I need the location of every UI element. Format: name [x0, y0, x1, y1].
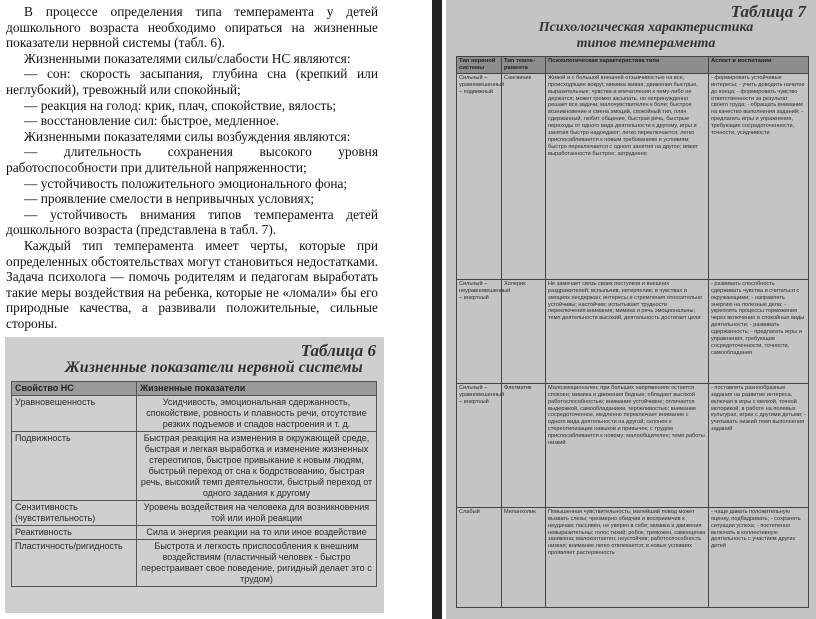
- table6-cell-property: Сензитивность (чувствительность): [12, 501, 137, 526]
- table6-cell-indicators: Уровень воздействия на человека для возникновения той или иной реакции: [137, 501, 377, 526]
- table6-cell-indicators: Усидчивость, эмоциональная сдержанность, спокойствие, ровность и плавность речи, отсутствие резких подъемов и спадов настроения и т. д.: [137, 396, 377, 432]
- table6-scan: [5, 337, 384, 613]
- table-row: [12, 540, 377, 587]
- table6-cell-property: Уравновешенность: [12, 396, 137, 432]
- table6-cell-indicators: Сила и энергия реакции на то или иное воздействие: [137, 526, 377, 540]
- table7-cell-characteristic: Живой и с большой внешней отзывчивостью на все, происходящее вокруг, мимика живая, движения быстрые, выразительные; чувства и впечатления к чему-либо не держатся; может громко засыпать, но непринужденно решает все задачи, малочувствителен к боли; быстрое возникновение и смена эмоций, спокойный тип, плач сдержанный, любит общение, быстрая речь, быстрые переходы от одного вида деятельности к другому, игры и занятия быстро надоедают; легко переключается; легко приспосабливается к новым требованиям и условиям; быстро переключается с одного занятия на другое; вяжет выработанности быстрое; затруднено: [546, 73, 709, 279]
- list-item-emotional: — устойчивость положительного эмоционального фона;: [24, 175, 348, 191]
- table7-header-temperament: Тип темпе-рамента: [502, 57, 546, 74]
- table7-title-line2: типов темперамента: [576, 36, 716, 51]
- table7-cell-ns-type: Сильный – неуравновешенный – инертный: [457, 279, 502, 383]
- table7-cell-temperament: Сангвиник: [502, 73, 546, 279]
- body-text-column: [6, 4, 378, 331]
- table6-label: Таблица 6: [300, 341, 376, 360]
- table7-title-line1: Психологическая характеристика: [538, 20, 754, 35]
- paragraph-strength-heading: Жизненными показателями силы/слабости НС являются:: [24, 50, 351, 66]
- table-row: [457, 279, 809, 383]
- table6-title: Жизненные показатели нервной системы: [65, 359, 363, 376]
- table-row: [457, 383, 809, 507]
- table7-cell-upbringing: - развивать способность сдерживать чувства и считаться с окружающими; - направлять энергию на полезные дела; - укреплять процессы торможения через включение в спокойные виды деятельности; - развивать сдержанность; - предлагать игры и упражнения, требующие сосредоточенности, точности, самообладания: [709, 279, 809, 383]
- table7-cell-characteristic: Повышенная чувствительность; малейший повод может вызвать слезы; чрезмерно обидчив и восприимчив к неудачам; пассивен, не уверен в себе; мимика и движения невыразительны; голос тихий; робок, тревожен, самооценка занижена; малоконтактен; неустойчив; работоспособность низкая; внимание легко отвлекается; в новых условиях проявляет растерянность: [546, 507, 709, 607]
- table-row: [457, 73, 809, 279]
- table7-header-row: [457, 57, 809, 74]
- table-row: [12, 526, 377, 540]
- table7-cell-characteristic: Малоэмоционален; при больших напряжениях остается спокоен; мимика и движения бедные; обладает высокой работоспособностью; внимание устойчивое; отличается выдержкой, самообладанием, терпеливостью; внимание сосредоточенное, медленно переключает внимание с одного вида деятельности на другой; склонен к стереотипизации навыков и привычек; с трудом приспосабливается к новому; малообщителен; темп работы низкий: [546, 383, 709, 507]
- table7-cell-ns-type: Слабый: [457, 507, 502, 607]
- table7-header-ns-type: Тип нервной системы: [457, 57, 502, 74]
- table7-cell-characteristic: Не замечает связь своих поступков и внешних раздражителей; вспыльчив, нетерпелив; в чувствах и эмоциях несдержан; интересы и стремления относительно устойчивы; настойчив; испытывает трудности переключения внимания; мимика и речь эмоциональны; темп деятельности высокий, деятельность достигает цели: [546, 279, 709, 383]
- list-item-hunger: — реакция на голод: крик, плач, спокойствие, вялость;: [24, 97, 337, 113]
- page-gutter: [432, 0, 442, 619]
- paragraph-conclusion: Каждый тип темперамента имеет черты, которые при определенных обстоятельствах могут становиться недостатками. Задача психолога — помочь родителям и педагогам выработать такие меры воздействия на ребенка, которые не «ломали» бы его природные качества, а развивали положительные, сильные стороны.: [6, 237, 378, 331]
- table7-cell-temperament: Флегматик: [502, 383, 546, 507]
- paragraph-excitation-heading: Жизненными показателями силы возбуждения являются:: [24, 128, 351, 144]
- table6: [11, 381, 377, 587]
- table6-cell-indicators: Быстрая реакция на изменения в окружающей среде, быстрая и легкая выработка и изменение жизненных стереотипов, быстрое привыкание к новым людям, быстрый переход от сна к бодрствованию, быстрая речь, высокий темп деятельности, быстрый переход от одного задания к другому: [137, 432, 377, 501]
- table7-cell-upbringing: - формировать устойчивые интересы; - учить доводить начатое до конца; - формировать чувство ответственности за результат своего труда; - обращать внимание на качество выполнения заданий; - предлагать игры и упражнения, требующие сосредоточенности, точности, усидчивости: [709, 73, 809, 279]
- table7-header-characteristic: Психологическая характеристика типа: [546, 57, 709, 74]
- list-item-recovery: — восстановление сил: быстрое, медленное.: [24, 113, 280, 129]
- table7-cell-temperament: Холерик: [502, 279, 546, 383]
- table6-header-property: Свойство НС: [12, 382, 137, 396]
- list-item-attention: — устойчивость внимания типов темперамента детей дошкольного возраста (представлена в табл. 7).: [6, 206, 378, 238]
- table7-header-upbringing: Аспект в воспитании: [709, 57, 809, 74]
- table6-header-row: [12, 382, 377, 396]
- table6-cell-indicators: Быстрота и легкость приспособления к внешним воздействиям (пластичный человек - быстро перестраивает свое поведение, ригидный делает это с трудом): [137, 540, 377, 587]
- list-item-sleep: — сон: скорость засыпания, глубина сна (крепкий или неглубокий), тревожный или спокойный;: [6, 66, 378, 97]
- table7-cell-upbringing: - поставлять разнообразные задания на развитие интереса, включая в игры с мелкой, точной моторикой, в работе на полевых культурах, играх с другими детьми; - учитывать низкий темп выполнения заданий: [709, 383, 809, 507]
- table7-cell-ns-type: Сильный – уравновешенный – подвижный: [457, 73, 502, 279]
- table6-cell-property: Подвижность: [12, 432, 137, 501]
- table7-cell-upbringing: - чаще давать положительную оценку, подбадривать; - сохранять ситуации успеха; - постепенно включать в коллективную деятельность с участием других детей: [709, 507, 809, 607]
- table-row: [12, 501, 377, 526]
- list-item-courage: — проявление смелости в непривычных условиях;: [24, 191, 315, 207]
- table7-cell-temperament: Меланхолик: [502, 507, 546, 607]
- list-item-duration: — длительность сохранения высокого уровня работоспособности при длительной напряженности;: [6, 144, 378, 175]
- table6-cell-property: Реактивность: [12, 526, 137, 540]
- table-row: [457, 507, 809, 607]
- table6-header-indicators: Жизненные показатели: [137, 382, 377, 396]
- table-row: [12, 396, 377, 432]
- paragraph-intro: В процессе определения типа темперамента у детей дошкольного возраста необходимо опираться на жизненные показатели нервной системы (табл. 6).: [6, 4, 378, 51]
- table7-label: Таблица 7: [730, 2, 806, 21]
- table7-title: [506, 20, 786, 52]
- table7-cell-ns-type: Сильный – уравновешенный – инертный: [457, 383, 502, 507]
- table7: [456, 56, 809, 608]
- table7-scan: [446, 0, 816, 619]
- table6-cell-property: Пластичность/ригидность: [12, 540, 137, 587]
- table-row: [12, 432, 377, 501]
